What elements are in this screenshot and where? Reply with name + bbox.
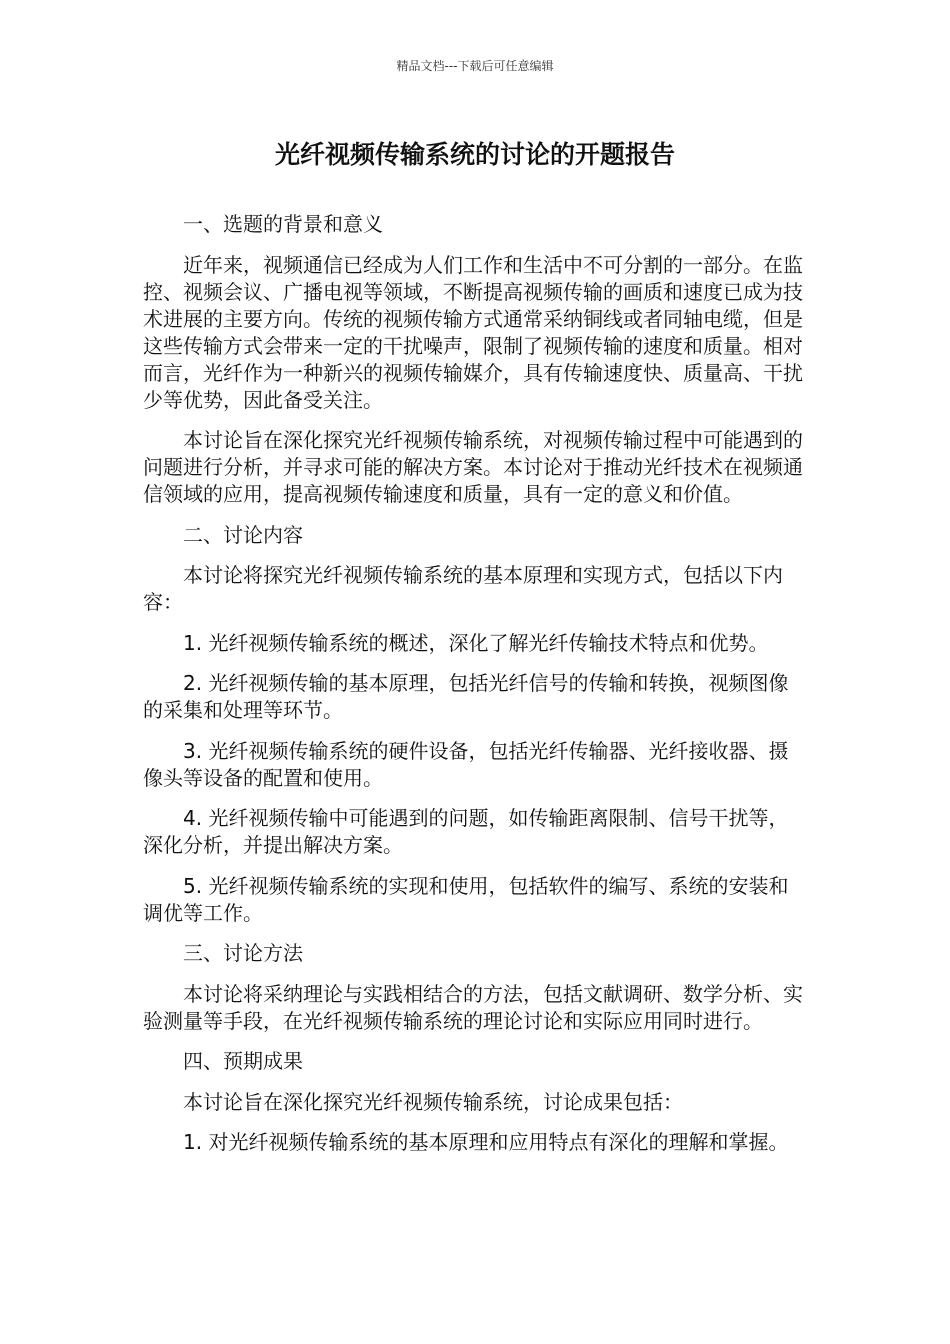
paragraph-content-intro: 本讨论将探究光纤视频传输系统的基本原理和实现方式，包括以下内容： bbox=[143, 563, 783, 614]
section-heading-background: 一、选题的背景和意义 bbox=[183, 212, 383, 236]
paragraph-method: 本讨论将采纳理论与实践相结合的方法，包括文献调研、数学分析、实验测量等手段，在光纤视频传输系统的理论讨论和实际应用同时进行。 bbox=[143, 981, 803, 1033]
header-note: 精品文档---下载后可任意编辑 bbox=[396, 59, 554, 73]
list-item: 4. 光纤视频传输中可能遇到的问题，如传输距离限制、信号干扰等，深化分析，并提出解决方案。 bbox=[143, 806, 789, 857]
section-heading-content: 二、讨论内容 bbox=[183, 522, 303, 547]
document-body bbox=[143, 211, 807, 1170]
list-item: 1. 对光纤视频传输系统的基本原理和应用特点有深化的理解和掌握。 bbox=[183, 1130, 789, 1154]
paragraph-background: 近年来，视频通信已经成为人们工作和生活中不可分割的一部分。在监控、视频会议、广播电视等领域，不断提高视频传输的画质和速度已成为技术进展的主要方向。传统的视频传输方式通常采纳铜线或者同轴电缆，但是这些传输方式会带来一定的干扰噪声，限制了视频传输的速度和质量。相对而言，光纤作为一种新兴的视频传输媒介，具有传输速度快、质量高、干扰少等优势，因此备受关注。 bbox=[143, 252, 803, 412]
list-item: 2. 光纤视频传输的基本原理，包括光纤信号的传输和转换，视频图像的采集和处理等环节。 bbox=[143, 671, 789, 722]
list-item: 5. 光纤视频传输系统的实现和使用，包括软件的编写、系统的安装和调优等工作。 bbox=[143, 873, 789, 925]
paragraph-purpose: 本讨论旨在深化探究光纤视频传输系统，对视频传输过程中可能遇到的问题进行分析，并寻求可能的解决方案。本讨论对于推动光纤技术在视频通信领域的应用，提高视频传输速度和质量，具有一定的意义和价值。 bbox=[143, 428, 803, 506]
document-title: 光纤视频传输系统的讨论的开题报告 bbox=[274, 140, 675, 169]
section-heading-method: 三、讨论方法 bbox=[183, 941, 303, 965]
list-item: 3. 光纤视频传输系统的硬件设备，包括光纤传输器、光纤接收器、摄像头等设备的配置和使用。 bbox=[143, 738, 789, 790]
paragraph-outcomes-intro: 本讨论旨在深化探究光纤视频传输系统，讨论成果包括： bbox=[183, 1089, 683, 1114]
section-heading-outcomes: 四、预期成果 bbox=[183, 1049, 303, 1073]
list-item: 1. 光纤视频传输系统的概述，深化了解光纤传输技术特点和优势。 bbox=[183, 630, 769, 655]
